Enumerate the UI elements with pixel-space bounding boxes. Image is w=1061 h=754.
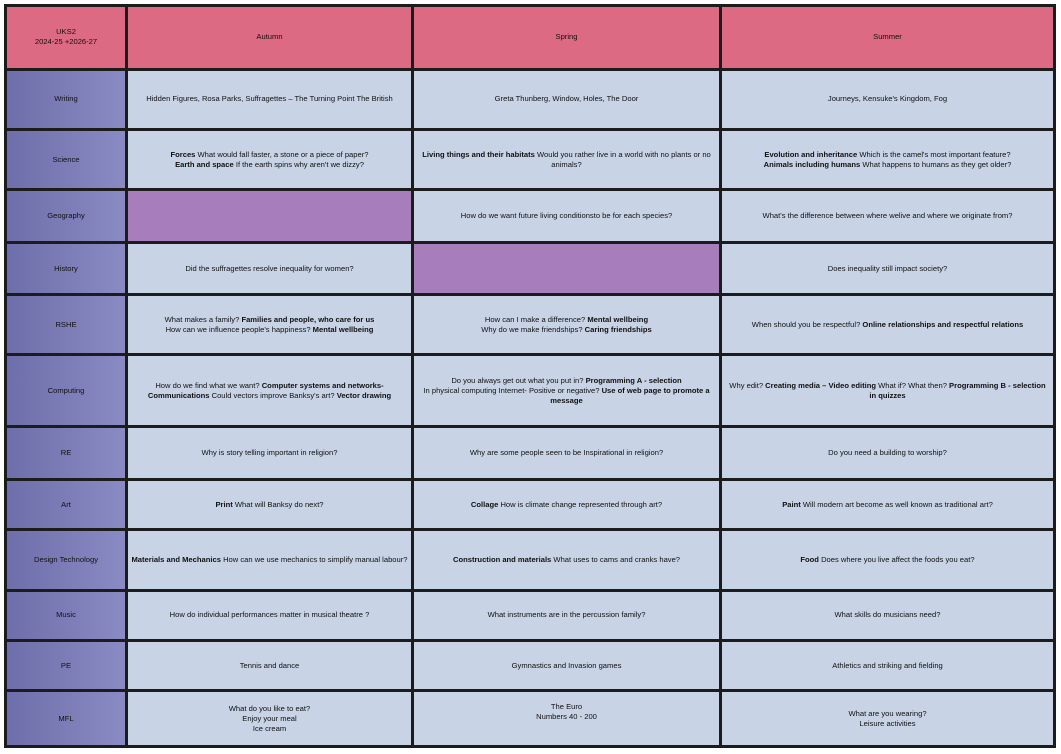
topic: Use of web page to promote a message [550,385,710,405]
pe-spring: Gymnastics and Invasion games [414,642,719,689]
question: In physical computing Internet- Positive or negative? [423,385,602,395]
rshe-autumn [128,296,411,352]
question: Which is the camel's most important feature? [857,149,1011,159]
question: Does where you live affect the foods you eat? [818,554,975,564]
rshe-spring [414,296,719,352]
topic: Programming A - selection [585,375,682,385]
dt-summer [722,531,1053,588]
subject-design-technology: Design Technology [7,531,125,588]
topic: Creating media – Video editing [765,380,877,390]
question: Will modern art become as well known as traditional art? [800,499,993,509]
subject-rshe: RSHE [7,296,125,352]
science-summer [722,131,1053,188]
topic: Animals including humans [763,159,861,169]
curriculum-map [4,4,1056,748]
computing-autumn [128,356,411,426]
topic: Caring friendships [584,324,652,334]
geography-summer: What's the difference between where welive and where we originate from? [722,191,1053,240]
question: How can I make a difference? [484,314,588,324]
subject-pe: PE [7,642,125,689]
question: How is climate change represented through art? [498,499,663,509]
row-computing [7,356,1053,426]
row-art [7,481,1053,528]
topic: Vector drawing [336,390,392,400]
row-rshe [7,296,1053,352]
science-autumn [128,131,411,188]
topic: Online relationships and respectful relations [862,319,1024,329]
geography-spring: How do we want future living conditionsto be for each species? [414,191,719,240]
topic: Programming B - selection in quizzes [869,380,1046,400]
music-spring: What instruments are in the percussion family? [414,592,719,639]
mfl-line: Numbers 40 - 200 [536,712,597,722]
topic: Forces [170,149,196,159]
mfl-summer [722,692,1053,745]
topic: Print [215,499,233,509]
art-summer [722,481,1053,528]
mfl-line: What do you like to eat? [228,703,311,713]
subject-geography: Geography [7,191,125,240]
dt-autumn [128,531,411,588]
writing-spring: Greta Thunberg, Window, Holes, The Door [414,71,719,128]
mfl-line: Enjoy your meal [242,713,297,723]
question: Why do we make friendships? [481,324,585,334]
corner-cell [7,7,125,68]
history-summer: Does inequality still impact society? [722,244,1053,293]
row-pe [7,642,1053,689]
row-re [7,428,1053,477]
topic: Earth and space [175,159,234,169]
mfl-autumn [128,692,411,745]
topic: Families and people, who care for us [241,314,375,324]
mfl-line: The Euro [550,702,583,712]
row-music [7,592,1053,639]
history-spring-empty [414,244,719,293]
subject-writing: Writing [7,71,125,128]
topic: Construction and materials [452,554,552,564]
question: When should you be respectful? [751,319,863,329]
topic: Collage [470,499,499,509]
term-spring-header: Spring [414,7,719,68]
re-autumn: Why is story telling important in religion? [128,428,411,477]
question: How can we use mechanics to simplify manual labour? [220,554,408,564]
art-spring [414,481,719,528]
term-summer-header: Summer [722,7,1053,68]
subject-mfl: MFL [7,692,125,745]
subject-re: RE [7,428,125,477]
row-design-technology [7,531,1053,588]
writing-autumn: Hidden Figures, Rosa Parks, Suffragettes – The Turning Point The British [128,71,411,128]
mfl-spring [414,692,719,745]
music-summer: What skills do musicians need? [722,592,1053,639]
computing-summer [722,356,1053,426]
question: What will Banksy do next? [232,499,324,509]
topic: Food [800,554,819,564]
geography-autumn-empty [128,191,411,240]
writing-summer: Journeys, Kensuke's Kingdom, Fog [722,71,1053,128]
rshe-summer [722,296,1053,352]
pe-autumn: Tennis and dance [128,642,411,689]
row-writing [7,71,1053,128]
row-science [7,131,1053,188]
question: What happens to humans as they get older? [860,159,1012,169]
topic: Communications [147,390,210,400]
topic: Living things and their habitats [422,149,535,159]
question: Could vectors improve Banksy's art? [209,390,337,400]
subject-art: Art [7,481,125,528]
question: What would fall faster, a stone or a piece of paper? [195,149,369,159]
subject-music: Music [7,592,125,639]
science-spring [414,131,719,188]
topic: Materials and Mechanics [131,554,221,564]
art-autumn [128,481,411,528]
mfl-line: Leisure activities [859,718,916,728]
re-spring: Why are some people seen to be Inspirational in religion? [414,428,719,477]
subject-science: Science [7,131,125,188]
question: Why edit? [729,380,766,390]
row-mfl [7,692,1053,745]
pe-summer: Athletics and striking and fielding [722,642,1053,689]
topic: Mental wellbeing [312,324,374,334]
years-label: 2024-25 +2026-27 [34,37,98,47]
topic: Evolution and inheritance [764,149,858,159]
subject-computing: Computing [7,356,125,426]
question: What makes a family? [164,314,242,324]
row-history [7,244,1053,293]
computing-spring [414,356,719,426]
question: If the earth spins why aren't we dizzy? [233,159,364,169]
term-autumn-header: Autumn [128,7,411,68]
header-row [7,7,1053,68]
question: What if? What then? [876,380,950,390]
question: Would you rather live in a world with no plants or no animals? [534,149,711,169]
topic: Mental wellbeing [587,314,649,324]
subject-history: History [7,244,125,293]
question: How do we find what we want? [155,380,262,390]
key-stage-label: UKS2 [56,27,76,37]
mfl-line: What are you wearing? [848,708,927,718]
question: What uses to cams and cranks have? [551,554,681,564]
re-summer: Do you need a building to worship? [722,428,1053,477]
row-geography [7,191,1053,240]
topic: Paint [782,499,801,509]
topic: Computer systems and networks- [261,380,384,390]
history-autumn: Did the suffragettes resolve inequality for women? [128,244,411,293]
dt-spring [414,531,719,588]
question: How can we influence people's happiness? [165,324,313,334]
question: Do you always get out what you put in? [451,375,586,385]
curriculum-table [4,4,1056,748]
music-autumn: How do individual performances matter in musical theatre ? [128,592,411,639]
mfl-line: Ice cream [252,723,287,733]
